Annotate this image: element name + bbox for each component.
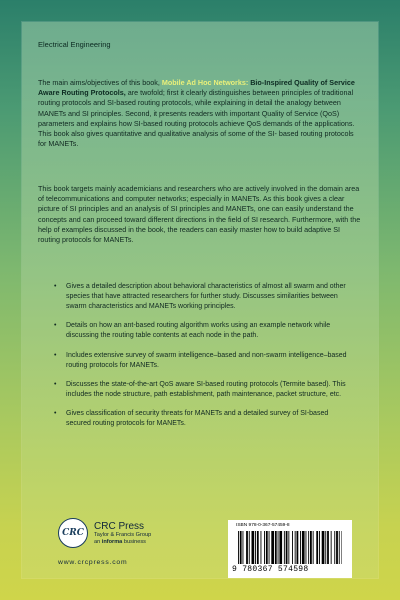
isbn-digits: 9 780367 574598: [232, 565, 309, 574]
list-item: [54, 282, 354, 312]
publisher-block: [58, 518, 151, 548]
feature-list: [54, 282, 354, 429]
publisher-text: [94, 521, 151, 544]
intro-paragraph: [38, 78, 362, 150]
business-brand: informa: [101, 538, 123, 545]
logo-text: CRC: [62, 528, 84, 538]
barcode-box: [228, 520, 352, 578]
business-suffix: business: [122, 538, 146, 545]
audience-paragraph: This book targets mainly academicians and researchers who are actively involved in the domain area of telecommunications and computer networks; especially in MANETs. As this book gives a clear picture of SI principles and an analysis of SI principles and MANETs, one can easily understand the concepts and can proceed toward different directions in the field of SI research. Furthermore, with the help of examples discussed in the book, the readers can easily master how to build adaptive SI routing protocols for MANETs.: [38, 184, 361, 245]
business-prefix: an: [94, 538, 102, 545]
isbn-label: ISBN 978-0-367-57459-8: [236, 523, 290, 528]
intro-lead: The main aims/objectives of this book,: [38, 78, 162, 87]
list-item-text: Details on how an ant-based routing algorithm works using an example network while discussing the routing table contents at each node in the path.: [66, 322, 331, 340]
barcode-icon: [238, 531, 342, 564]
list-item: [54, 351, 354, 371]
crc-logo-icon: [58, 518, 88, 548]
book-title-rest: Bio-Inspired Quality of Service Aware Routing Protocols,: [38, 78, 355, 98]
publisher-group: Taylor & Francis Group: [94, 532, 152, 539]
subject-category: Electrical Engineering: [38, 40, 111, 49]
bullet-icon: •: [54, 283, 57, 290]
bullet-icon: •: [54, 351, 57, 359]
bullet-icon: •: [54, 381, 57, 389]
list-item-text: Discusses the state-of-the-art QoS aware SI-based routing protocols (Termite based). This includes the node structure, path establishment, path maintenance, packet structure, etc.: [66, 381, 346, 398]
list-item-text: Gives classification of security threats for MANETs and a detailed survey of SI-based secured routing protocols for MANETs.: [66, 410, 329, 428]
publisher-name: CRC Press: [94, 521, 145, 533]
list-item: [54, 409, 354, 429]
bullet-icon: •: [54, 322, 57, 330]
book-title-highlight: Mobile Ad Hoc Networks:: [161, 78, 249, 87]
publisher-business: [94, 539, 151, 545]
list-item-text: Gives a detailed description about behavioral characteristics of almost all swarm and other species that have attracted researchers for further study. Discusses similarities between swarm characteristics and MANETs working principles.: [66, 283, 346, 310]
bullet-icon: •: [54, 410, 57, 418]
list-item: [54, 321, 354, 341]
list-item-text: Includes extensive survey of swarm intelligence–based and non-swarm intelligence–based routing protocols for MANETs.: [66, 351, 347, 369]
list-item: [54, 380, 354, 400]
intro-body: are twofold; first it clearly distinguishes between principles of traditional routing protocols and SI-based routing protocols, while explaining in detail the analogy between MANETs and SI principles. Second, it presents readers with important Quality of Service (QoS) parameters and explains how SI-based routing protocols achieve QoS demands of the applications. This book also gives quantitative and qualitative analysis of some of the SI- based routing protocols for MANETs.: [38, 88, 355, 149]
publisher-website: www.crcpress.com: [58, 559, 128, 566]
